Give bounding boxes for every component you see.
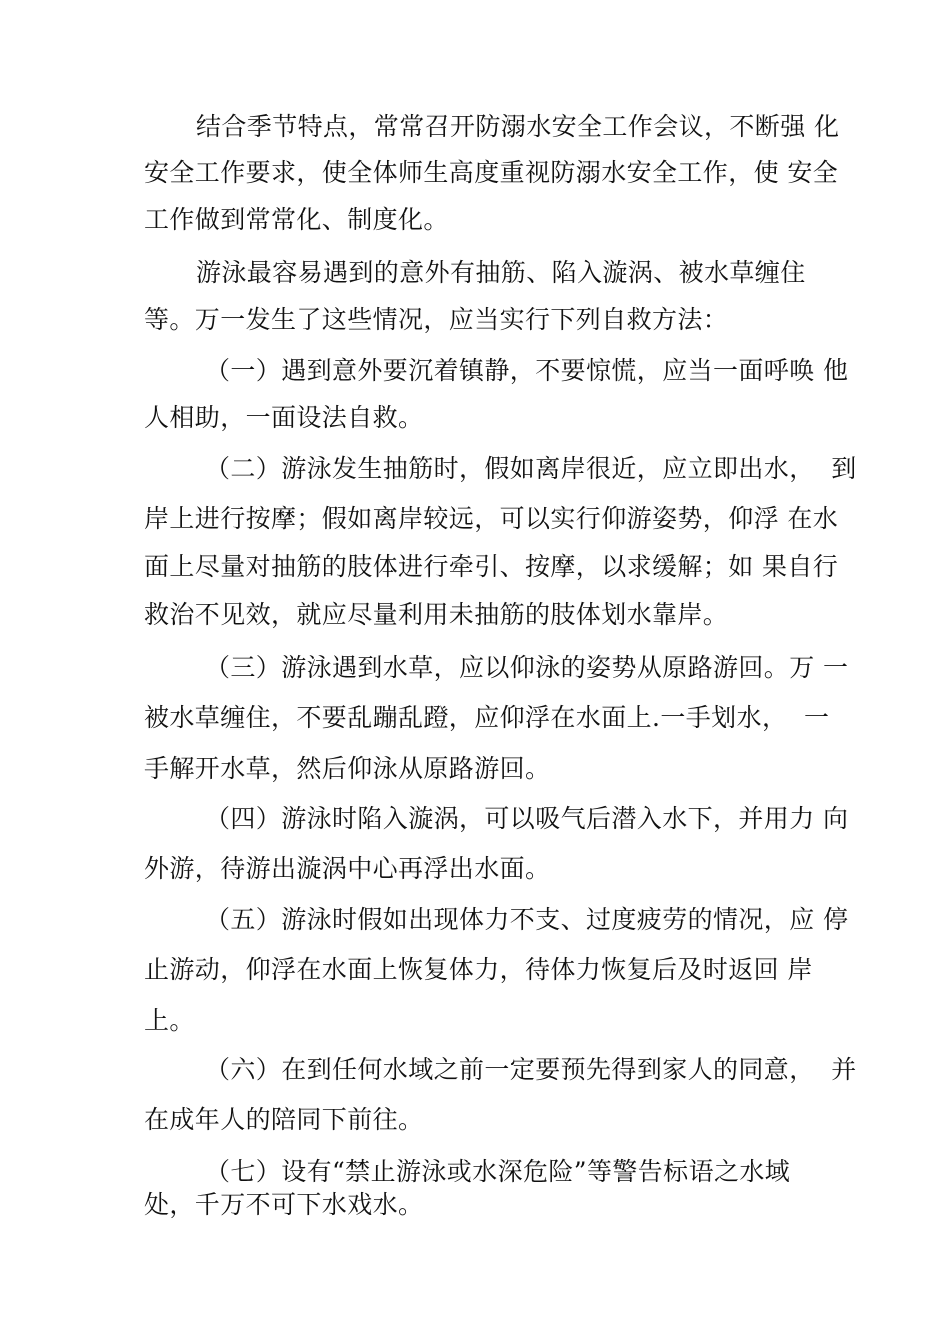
text-line: 安全工作要求，使全体师生高度重视防溺水安全工作，使 安全	[144, 158, 839, 187]
text-line: （四）游泳时陷入漩涡，可以吸气后潜入水下，并用力 向	[205, 804, 849, 833]
text-line: 工作做到常常化、制度化。	[144, 205, 449, 234]
text-line: （三）游泳遇到水草，应以仰泳的姿势从原路游回。万 一	[205, 653, 849, 682]
text-line: （二）游泳发生抽筋时，假如离岸很近，应立即出水， 到	[205, 454, 857, 483]
text-line: （七）设有“禁止游泳或水深危险”等警告标语之水域	[205, 1157, 791, 1186]
text-line: 游泳最容易遇到的意外有抽筋、陷入漩涡、被水草缠住	[196, 258, 806, 287]
text-line: 结合季节特点，常常召开防溺水安全工作会议，不断强 化	[196, 112, 840, 141]
text-line: 外游，待游出漩涡中心再浮出水面。	[144, 854, 551, 883]
text-line: 在成年人的陪同下前往。	[144, 1105, 424, 1134]
text-line: 上。	[144, 1006, 195, 1035]
text-line: 等。万一发生了这些情况，应当实行下列自救方法：	[144, 305, 729, 334]
text-line: 手解开水草，然后仰泳从原路游回。	[144, 754, 551, 783]
text-line: 面上尽量对抽筋的肢体进行牵引、按摩，以求缓解；如 果自行	[144, 552, 839, 581]
text-line: 被水草缠住，不要乱蹦乱蹬，应仰浮在水面上.一手划水， 一	[144, 703, 830, 732]
text-line: （一）遇到意外要沉着镇静，不要惊慌，应当一面呼唤 他	[205, 356, 849, 385]
text-line: （六）在到任何水域之前一定要预先得到家人的同意， 并	[205, 1055, 857, 1084]
text-line: 岸上进行按摩；假如离岸较远，可以实行仰游姿势，仰浮 在水	[144, 504, 839, 533]
text-line: 人相助，一面设法自救。	[144, 403, 424, 432]
text-line: 止游动，仰浮在水面上恢复体力，待体力恢复后及时返回 岸	[144, 955, 813, 984]
text-line: 处，千万不可下水戏水。	[144, 1190, 424, 1219]
text-line: 救治不见效，就应尽量利用未抽筋的肢体划水靠岸。	[144, 600, 729, 629]
text-line: （五）游泳时假如出现体力不支、过度疲劳的情况，应 停	[205, 905, 849, 934]
